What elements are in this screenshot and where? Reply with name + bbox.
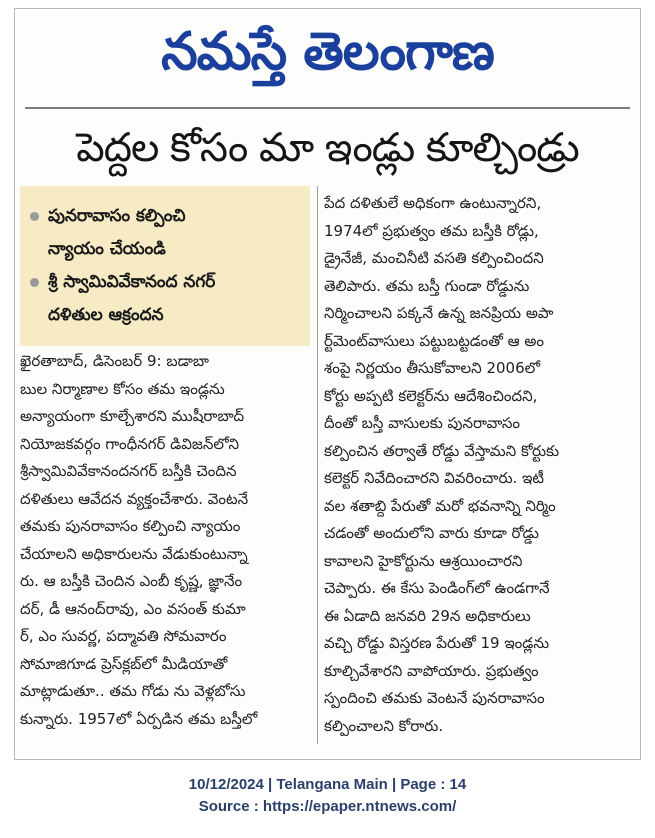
newspaper-masthead-logo: నమస్తే తెలంగాణ (161, 22, 494, 82)
subheadline-line: న్యాయం చేయండి (48, 239, 166, 259)
body-line: ఖైరతాబాద్, డిసెంబర్ 9: బడాబా (20, 352, 209, 370)
footer-edition-info: 10/12/2024 | Telangana Main | Page : 14 (188, 776, 467, 793)
column-divider (317, 186, 318, 744)
body-line: డ్రైనేజీ, మంచినీటి వసతి కల్పించిందని (324, 249, 544, 267)
body-line: ఈ ఏడాది జనవరి 29న అధికారులు (324, 606, 531, 625)
body-line: చెప్పారు. ఈ కేసు పెండింగ్‌లో ఉండగానే (324, 579, 550, 597)
footer-source-info: Source : https://epaper.ntnews.com/ (198, 798, 457, 815)
body-line: బుల నిర్మాణాల కోసం తమ ఇండ్లను (20, 379, 225, 398)
body-line: కున్నారు. 1957లో ఏర్పడిన తమ బస్తీలో (20, 709, 258, 728)
subheadline-line: శ్రీ స్వామివివేకానంద నగర్ (48, 272, 216, 292)
body-line: కలెక్టర్ నివేదించారని వివరించారు. ఇటీ (324, 469, 544, 487)
body-line: దర్, డీ ఆనంద్‌రావు, ఎం వసంత్ కుమా (20, 599, 246, 618)
body-line: ర్, ఎం సువర్ణ, పద్మావతి సోమవారం (20, 627, 227, 645)
body-line: నిర్మించాలని పక్కనే ఉన్న జనప్రియ అపా (324, 304, 554, 322)
body-line: రు. ఆ బస్తీకి చెందిన ఎంబీ కృష్ణ, జ్ఞానేం (20, 572, 243, 590)
body-line: సోమాజిగూడ ప్రెస్‌క్లబ్‌లో మీడియాతో (20, 654, 228, 673)
body-line: తమకు పునరావాసం కల్పించి న్యాయం (20, 517, 241, 535)
subheadline-line: దళితుల ఆక్రందన (48, 305, 164, 325)
body-line: కల్పించిన తర్వాతే రోడ్డు వేస్తామని కోర్టుకు (324, 441, 560, 460)
body-line: ర్ట్‌మెంట్‌వాసులు పట్టుబట్టడంతో ఆ అం (324, 331, 545, 350)
body-line: స్పందించి తమకు వెంటనే పునరావాసం (324, 689, 545, 707)
subheadline-point-2 (28, 266, 304, 332)
body-line: 1974లో ప్రభుత్వం తమ బస్తీకి రోడ్లు, (324, 221, 539, 240)
body-line: చడంతో అందులోని వారు కూడా రోడ్డు (324, 524, 539, 542)
body-line: కల్పించాలని కోరారు. (324, 716, 444, 735)
body-line: శ్రీస్వామివివేకానందనగర్ బస్తీకి చెందిన (20, 462, 237, 480)
subheadline-box (20, 186, 310, 346)
bullet-icon (30, 278, 39, 287)
body-line: అన్యాయంగా కూల్చేశారని ముషీరాబాద్ (20, 407, 245, 425)
body-line: నియోజకవర్గం గాంధీనగర్ డివిజన్‌లోని (20, 434, 239, 453)
body-line: వచ్చి రోడ్డు విస్తరణ పేరుతో 19 ఇండ్లను (324, 634, 550, 652)
body-line: తెలిపారు. తమ బస్తీ గుండా రోడ్డును (324, 276, 530, 295)
body-line: కూల్చివేశారని వాపోయారు. ప్రభుత్వం (324, 661, 539, 680)
article-body-left-column (20, 348, 314, 733)
article-headline: పెద్దల కోసం మా ఇండ్లు కూల్చిండ్రు (76, 125, 579, 171)
body-line: శంపై నిర్ణయం తీసుకోవాలని 2006లో (324, 359, 541, 377)
article-body-right-column (324, 190, 618, 740)
body-line: దీంతో బస్తీ వాసులకు పునరావాసం (324, 414, 521, 432)
body-line: కావాలని హైకోర్టును ఆశ్రయించారని (324, 551, 523, 570)
masthead-divider (25, 107, 630, 109)
body-line: కోర్టు అప్పటి కలెక్టర్‌ను ఆదేశించిందని, (324, 386, 538, 405)
body-line: వల శతాబ్ది పేరుతో మరో భవనాన్ని నిర్మిం (324, 496, 556, 515)
body-line: పేద దళితులే అధికంగా ఉంటున్నారని, (324, 194, 542, 212)
subheadline-line: పునరావాసం కల్పించి (48, 206, 186, 226)
body-line: మాట్లాడుతూ.. తమ గోడు ను వెళ్లబోసు (20, 682, 246, 700)
body-line: దళితులు ఆవేదన వ్యక్తంచేశారు. వెంటనే (20, 489, 249, 508)
bullet-icon (30, 212, 39, 221)
body-line: చేయాలని అధికారులను వేడుకుంటున్నా (20, 544, 248, 563)
subheadline-point-1 (28, 200, 304, 266)
